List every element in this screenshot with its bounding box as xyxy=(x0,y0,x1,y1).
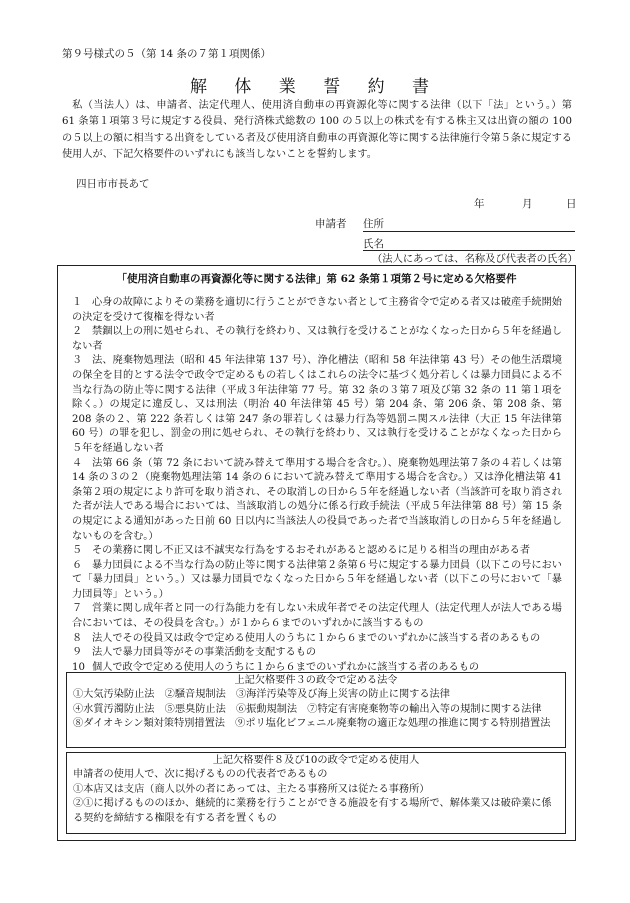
requirement-text: 禁錮以上の刑に処せられ、その執行を終わり、又は執行を受けることがなくなった日から５年を経過しない者 xyxy=(72,326,562,352)
name-label: 氏名 xyxy=(363,238,384,250)
requirement-number: ４ xyxy=(72,457,83,469)
requirement-item xyxy=(72,325,562,354)
requirement-number: ５ xyxy=(72,545,83,557)
requirement-text: 法、廃棄物処理法（昭和 45 年法律第 137 号）、浄化槽法（昭和 58 年法律第 43 号）その他生活環境の保全を目的とする法令で政令で定めるもの若しくはこれらの法令に基づく処分若しくは暴力団員による不当な行為の防止等に関する法律（平成３年法律第 77 号。第 32 条の３第７項及び第 32 条の 11 第１項を除く。）の規定に違反し、又は刑法（明治 40 年法律第 45 号）第 204 条、第 206 条、第 208 条、第 208 条の２、第 222 条若しくは第 247 条の罪若しくは暴力行為等処罰ニ関スル法律（大正 15 年法律第 60 号）の罪を犯し、罰金の刑に処せられ、その執行を終わり、又は執行を受けることがなくなった日から５年を経過しない者 xyxy=(72,355,562,454)
requirement-number: ３ xyxy=(72,355,83,367)
requirement-item xyxy=(72,354,562,456)
requirement-item xyxy=(72,602,562,631)
address-label: 住所 xyxy=(363,218,384,230)
requirement-item xyxy=(72,632,562,647)
employee-definition-line: 申請者の使用人で、次に掲げるものの代表者であるもの xyxy=(73,769,328,781)
requirements-heading: 「使用済自動車の再資源化等に関する法律」第 62 条第１項第２号に定める欠格要件 xyxy=(116,273,517,285)
applicant-label: 申請者 xyxy=(315,218,347,230)
law-list-line: ④水質汚濁防止法 ⑤悪臭防止法 ⑥振動規制法 ⑦特定有害廃棄物等の輸出入等の規制に関する法律 ⑧ダイオキシン類対策特別措置法 ⑨ポリ塩化ビフェニル廃棄物の適正な処理の推進に関する特別措置法 xyxy=(73,703,552,730)
requirement-text: 営業に関し成年者と同一の行為能力を有しない未成年者でその法定代理人（法定代理人が法人である場合においては、その役員を含む。）が１から６までのいずれかに該当するもの xyxy=(72,603,562,630)
designated-employee-body xyxy=(67,768,565,826)
employee-definition-line: ①本店又は支店（商人以外の者にあっては、主たる事務所又は従たる事務所） xyxy=(73,783,430,795)
requirement-text: 法人で暴力団員等がその事業活動を支配するもの xyxy=(92,647,317,659)
requirement-item xyxy=(72,646,562,661)
cabinet-order-laws-box xyxy=(66,672,566,748)
form-number: 第９号様式の５（第 14 条の７第１項関係） xyxy=(62,48,272,60)
requirement-item xyxy=(72,559,562,603)
requirement-number: １ xyxy=(72,297,83,308)
pledge-statement: 私（当法人）は、申請者、法定代理人、使用済自動車の再資源化等に関する法律（以下「法」という。）第 61 条第１項第３号に規定する役員、発行済株式総数の 100 の５以上の株式を有する株主又は出資の額の 100 の５以上の額に相当する出資をしている者及び使用済自動車の再資源化等に関する法律施行令第５条に規定する使用人が、下記欠格要件のいずれにも該当しないことを誓約します。 xyxy=(62,100,572,160)
designated-employee-title: 上記欠格要件８及び10の政令で定める使用人 xyxy=(212,755,420,766)
requirement-text: 心身の故障によりその業務を適切に行うことができない者として主務省令で定める者又は破産手続開始の決定を受けて復権を得ない者 xyxy=(72,297,562,323)
document-title: 解 体 業 誓 約 書 xyxy=(189,77,441,97)
requirement-item xyxy=(72,544,562,559)
requirement-item xyxy=(72,457,562,545)
requirements-list xyxy=(72,296,562,675)
requirement-number: ８ xyxy=(72,632,83,644)
date-month-label: 月 xyxy=(522,198,533,210)
requirement-number: ９ xyxy=(72,647,83,659)
requirement-number: 10 xyxy=(72,661,85,673)
requirement-number: ６ xyxy=(72,559,83,571)
address-field-line[interactable] xyxy=(363,231,575,232)
date-day-label: 日 xyxy=(566,198,577,210)
requirement-text: その業務に関し不正又は不誠実な行為をするおそれがあると認めるに足りる相当の理由がある者 xyxy=(92,545,531,557)
date-year-label: 年 xyxy=(474,198,485,210)
name-note: （法人にあっては、名称及び代表者の氏名） xyxy=(372,253,578,265)
law-list-line: ①大気汚染防止法 ②騒音規制法 ③海洋汚染等及び海上災害の防止に関する法律 xyxy=(73,689,450,701)
requirement-number: ２ xyxy=(72,326,83,338)
cabinet-order-laws-title: 上記欠格要件３の政令で定める法令 xyxy=(234,675,398,686)
designated-employee-box xyxy=(66,752,566,834)
requirement-text: 法第 66 条（第 72 条において読み替えて準用する場合を含む。）、廃棄物処理法第７条の４若しくは第 14 条の３の２（廃棄物処理法第 14 条の６において読み替えて準用する場合を含む。）又は浄化槽法第 41 条第２項の規定により許可を取り消され、その取消しの日から５年を経過しない者（当該許可を取り消された者が法人である場合においては、当該取消しの処分に係る行政手続法（平成５年法律第 88 号）第 15 条の規定による通知があった日前 60 日以内に当該法人の役員であった者で当該取消しの日から５年を経過しないものを含む。） xyxy=(72,457,562,542)
requirement-number: ７ xyxy=(72,603,83,615)
employee-definition-line: ②①に掲げるもののほか、継続的に業務を行うことができる施設を有する場所で、解体業又は破砕業に係る契約を締結する権限を有する者を置くもの xyxy=(73,798,552,824)
requirement-text: 法人でその役員又は政令で定める使用人のうちに１から６までのいずれかに該当する者のあるもの xyxy=(92,632,541,644)
addressee: 四日市市長あて xyxy=(76,178,150,190)
requirement-text: 暴力団員による不当な行為の防止等に関する法律第２条第６号に規定する暴力団員（以下この号において「暴力団員」という。）又は暴力団員でなくなった日から５年を経過しない者（以下この号において「暴力団員等」という。） xyxy=(72,559,562,600)
requirement-item xyxy=(72,296,562,325)
requirement-text: 個人で政令で定める使用人のうちに１から６までのいずれかに該当する者のあるもの xyxy=(92,661,480,673)
cabinet-order-laws-body xyxy=(67,688,565,731)
